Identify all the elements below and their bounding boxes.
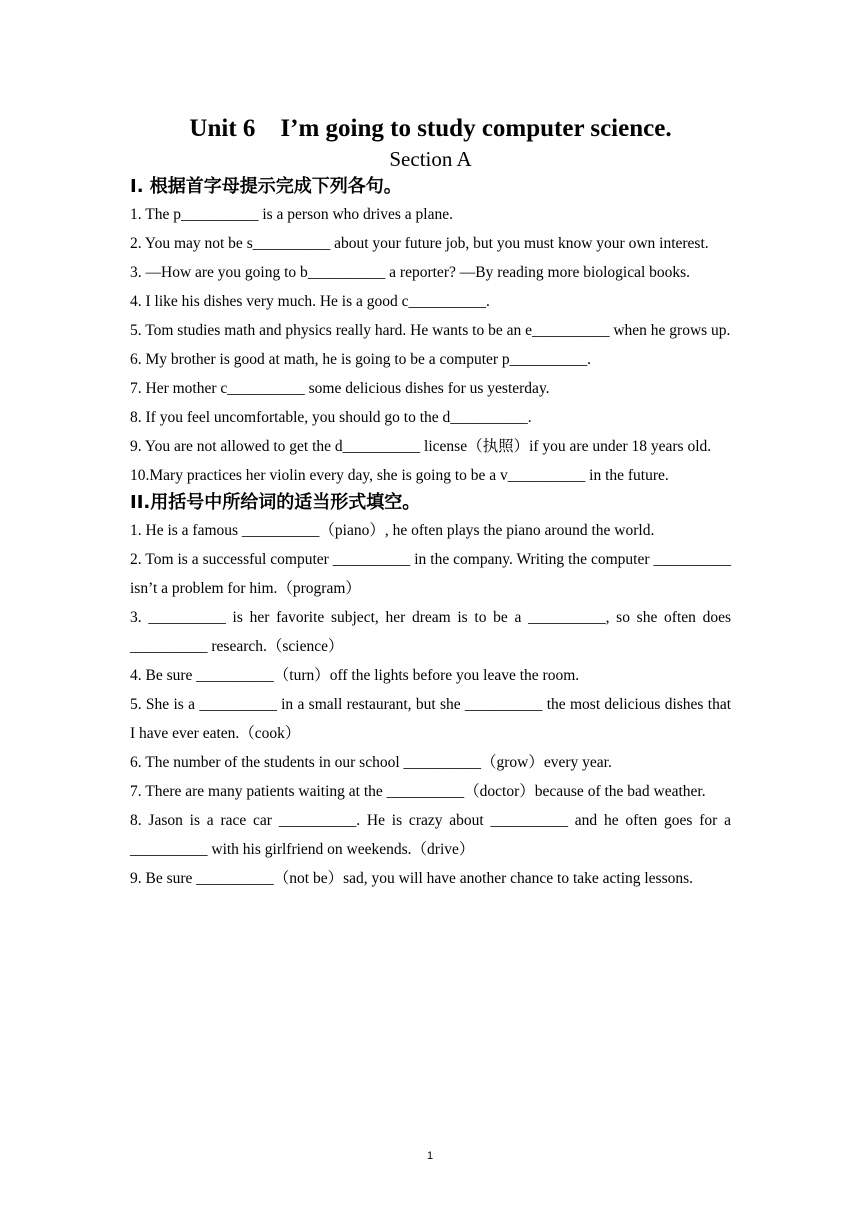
question-item: 4. Be sure __________（turn）off the lights before you leave the room. (130, 667, 580, 684)
page-number: 1 (426, 1150, 434, 1162)
question-item: 7. There are many patients waiting at the __________（doctor）because of the bad weather. (130, 783, 706, 800)
section-subtitle: Section A (389, 147, 472, 171)
question-item: 5. Tom studies math and physics really hard. He wants to be an e__________ when he grows up. (130, 322, 731, 339)
question-item: 8. If you feel uncomfortable, you should go to the d__________. (130, 409, 532, 426)
question-item: 2. You may not be s__________ about your future job, but you must know your own interest. (130, 235, 709, 252)
question-item: 7. Her mother c__________ some delicious dishes for us yesterday. (130, 380, 550, 397)
document-title: Unit 6 I’m going to study computer science. (189, 115, 672, 142)
document-page (130, 112, 731, 893)
question-item: 1. He is a famous __________（piano）, he often plays the piano around the world. (130, 522, 655, 539)
section-2-list (130, 516, 731, 893)
question-item: 8. Jason is a race car __________. He is crazy about __________ and he often goes for a __________ with his girlfriend on weekends.（drive） (130, 812, 731, 858)
question-item: 5. She is a __________ in a small restaurant, but she __________ the most delicious dishes that I have ever eaten.（cook） (130, 696, 731, 742)
question-item: 10.Mary practices her violin every day, she is going to be a v__________ in the future. (130, 467, 669, 484)
question-item: 6. My brother is good at math, he is going to be a computer p__________. (130, 351, 592, 368)
section-2-heading: II.用括号中所给词的适当形式填空。 (130, 492, 421, 513)
section-1-heading: I. 根据首字母提示完成下列各句。 (130, 176, 402, 197)
question-item: 2. Tom is a successful computer __________ in the company. Writing the computer __________ isn’t a problem for him.（program） (130, 551, 731, 597)
question-item: 4. I like his dishes very much. He is a good c__________. (130, 293, 490, 310)
question-item: 3. __________ is her favorite subject, her dream is to be a __________, so she often does __________ research.（science） (130, 609, 731, 655)
question-item: 3. —How are you going to b__________ a reporter? —By reading more biological books. (130, 264, 691, 281)
question-item: 1. The p__________ is a person who drives a plane. (130, 206, 454, 223)
section-1-list (130, 200, 731, 490)
question-item: 9. Be sure __________（not be）sad, you will have another chance to take acting lessons. (130, 870, 694, 887)
question-item: 6. The number of the students in our school __________（grow）every year. (130, 754, 612, 771)
question-item: 9. You are not allowed to get the d__________ license（执照）if you are under 18 years old. (130, 438, 712, 455)
